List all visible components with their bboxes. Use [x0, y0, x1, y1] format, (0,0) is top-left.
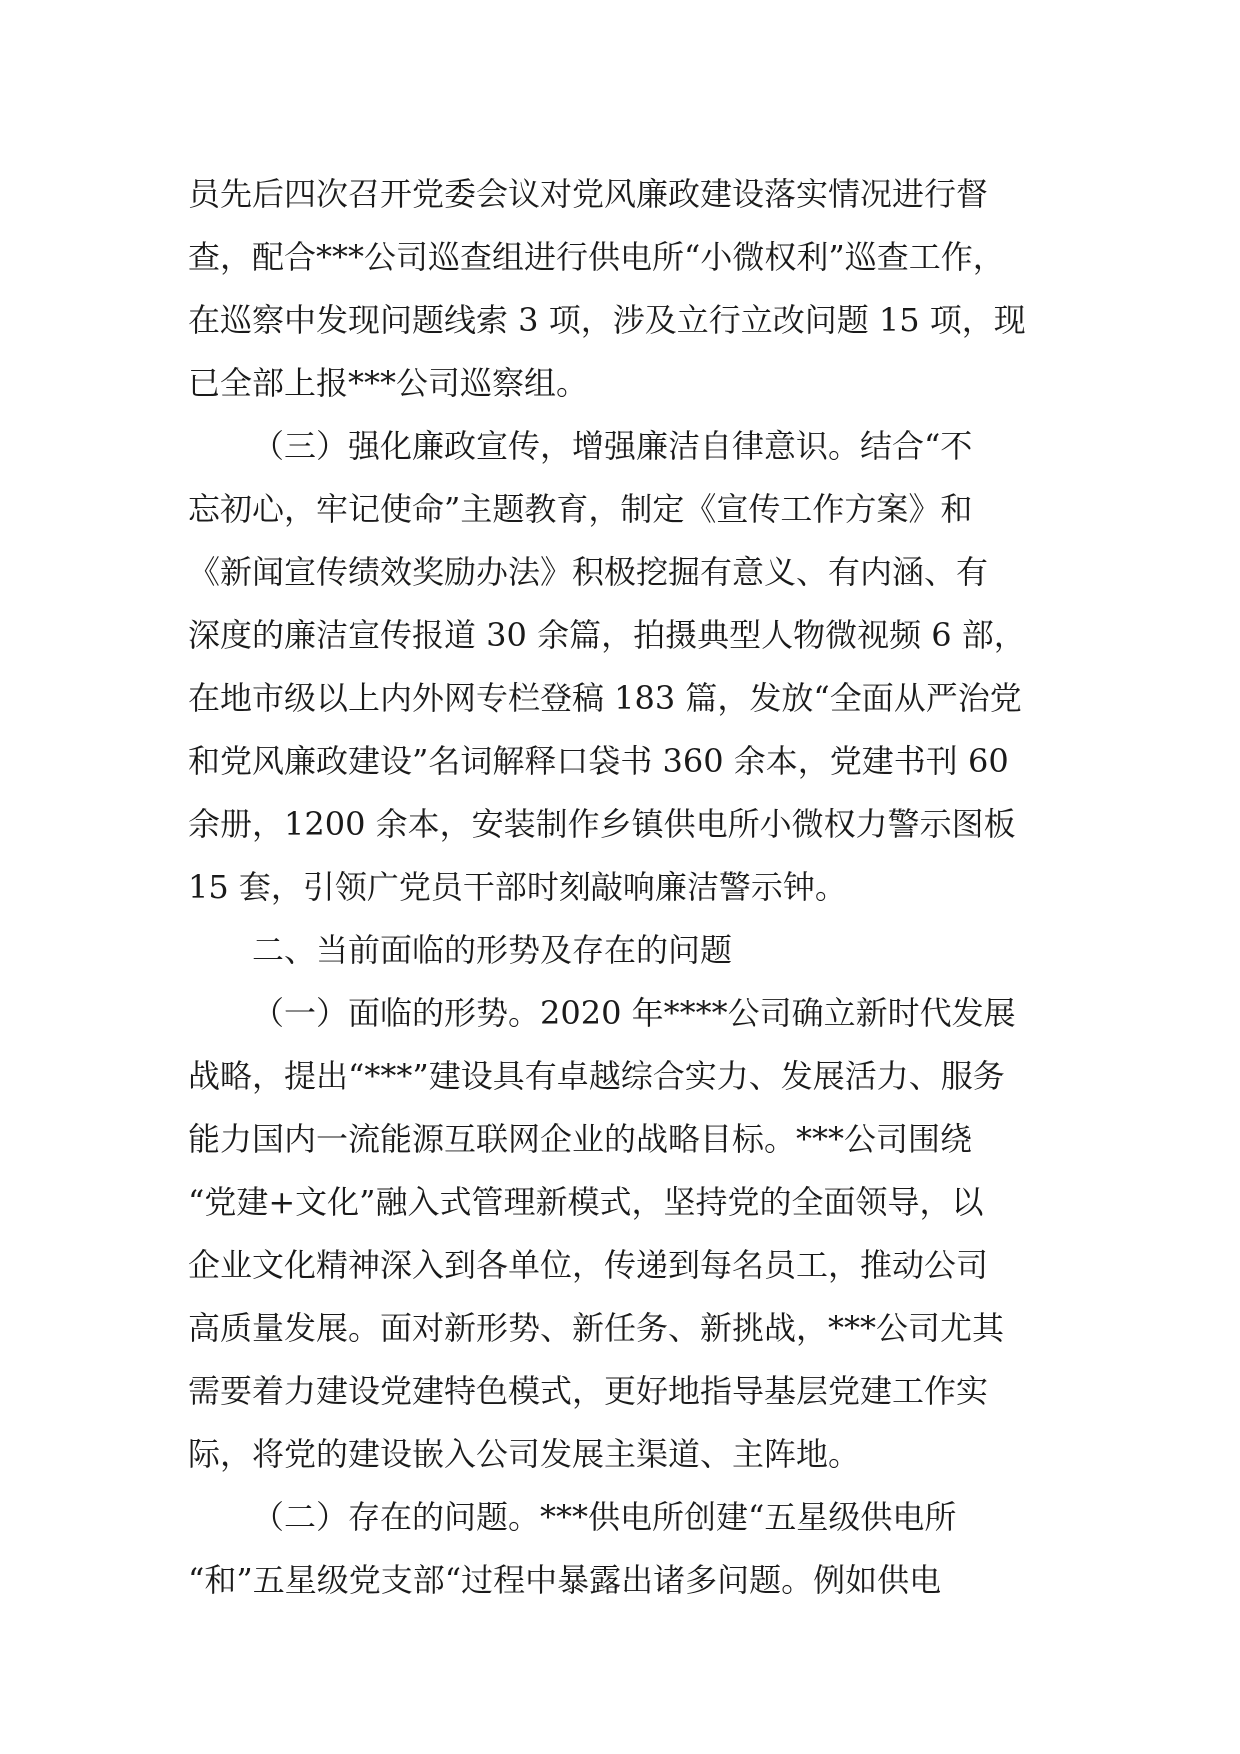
paragraph-line: （三）强化廉政宣传，增强廉洁自律意识。结合“不	[252, 427, 973, 465]
paragraph-line: 高质量发展。面对新形势、新任务、新挑战，***公司尤其	[188, 1309, 1005, 1347]
paragraph-line: 已全部上报***公司巡察组。	[188, 364, 589, 402]
paragraph-line: 余册，1200 余本，安装制作乡镇供电所小微权力警示图板	[188, 805, 1016, 843]
paragraph-line: 和党风廉政建设”名词解释口袋书 360 余本，党建书刊 60	[188, 742, 1009, 780]
paragraph-line: 忘初心，牢记使命”主题教育，制定《宣传工作方案》和	[188, 490, 973, 528]
paragraph-line: 在地市级以上内外网专栏登稿 183 篇，发放“全面从严治党	[188, 679, 1022, 717]
paragraph-line: 战略，提出“***”建设具有卓越综合实力、发展活力、服务	[188, 1057, 1005, 1095]
paragraph-line: 《新闻宣传绩效奖励办法》积极挖掘有意义、有内涵、有	[188, 553, 989, 591]
paragraph-line: 在巡察中发现问题线索 3 项，涉及立行立改问题 15 项，现	[188, 301, 1026, 339]
paragraph-line: （二）存在的问题。***供电所创建“五星级供电所	[252, 1498, 957, 1536]
section-heading: 二、当前面临的形势及存在的问题	[252, 931, 733, 969]
paragraph-line: 际，将党的建设嵌入公司发展主渠道、主阵地。	[188, 1435, 861, 1473]
paragraph-line: 员先后四次召开党委会议对党风廉政建设落实情况进行督	[188, 175, 989, 213]
paragraph-line: “党建+文化”融入式管理新模式，坚持党的全面领导，以	[188, 1183, 984, 1221]
paragraph-line: （一）面临的形势。2020 年****公司确立新时代发展	[252, 994, 1016, 1032]
paragraph-line: 需要着力建设党建特色模式，更好地指导基层党建工作实	[188, 1372, 989, 1410]
paragraph-line: “和”五星级党支部“过程中暴露出诸多问题。例如供电	[188, 1561, 942, 1599]
paragraph-line: 能力国内一流能源互联网企业的战略目标。***公司围绕	[188, 1120, 973, 1158]
paragraph-line: 15 套，引领广党员干部时刻敲响廉洁警示钟。	[188, 868, 847, 906]
paragraph-line: 查，配合***公司巡查组进行供电所“小微权利”巡查工作，	[188, 238, 1005, 276]
body-text	[188, 163, 1068, 1612]
paragraph-line: 深度的廉洁宣传报道 30 余篇，拍摄典型人物微视频 6 部，	[188, 616, 1026, 654]
paragraph-line: 企业文化精神深入到各单位，传递到每名员工，推动公司	[188, 1246, 989, 1284]
